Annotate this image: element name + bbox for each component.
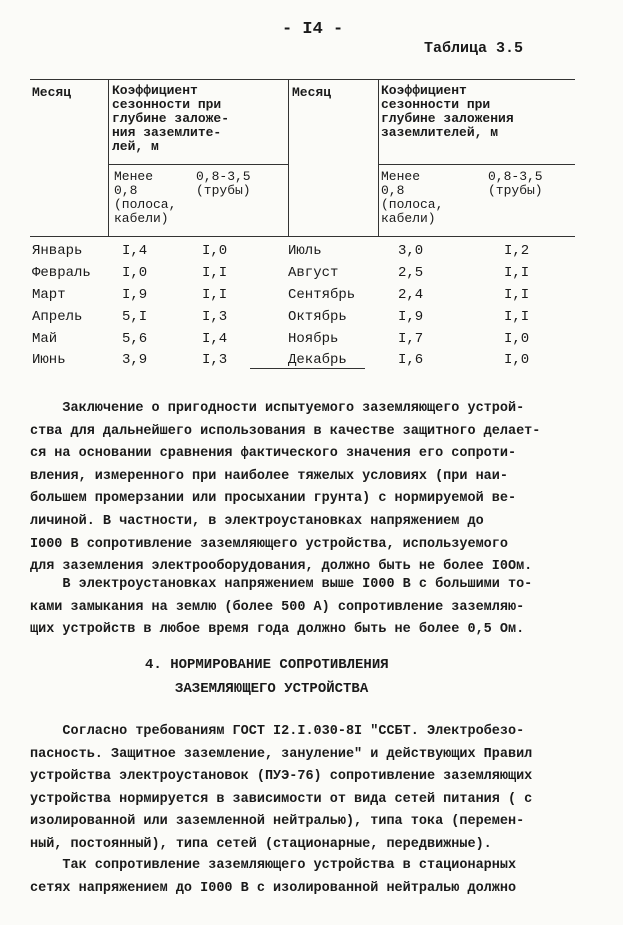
month-right: Август xyxy=(288,265,339,281)
header-month-right: Месяц xyxy=(292,85,332,100)
table-row xyxy=(30,243,575,265)
value-range-right: I,2 xyxy=(504,243,530,259)
value-range-right: I,0 xyxy=(504,352,530,368)
month-right: Сентябрь xyxy=(288,287,356,303)
col-divider-2 xyxy=(288,79,289,236)
value-less-left: 5,I xyxy=(122,309,148,325)
value-range-right: I,I xyxy=(504,287,530,303)
month-left: Апрель xyxy=(32,309,83,325)
subheader-less-right: Менее 0,8 (полоса, кабели) xyxy=(381,169,444,226)
subheader-rule-right xyxy=(378,164,575,165)
value-less-left: 3,9 xyxy=(122,352,148,368)
value-less-left: I,9 xyxy=(122,287,148,303)
table-row xyxy=(30,287,575,309)
header-bottom-rule xyxy=(30,236,575,237)
value-range-left: I,3 xyxy=(202,309,228,325)
paragraph-high-voltage: В электроустановках напряжением выше I000 В с большими то- ками замыкания на землю (более 500 А) сопротивление заземляю- щих устройств в любое время года должно быть не более 0,5 Ом. xyxy=(30,577,533,638)
value-less-right: I,7 xyxy=(398,331,424,347)
table-row xyxy=(30,309,575,331)
month-left: Март xyxy=(32,287,66,303)
subheader-less-left: Менее 0,8 (полоса, кабели) xyxy=(114,169,177,226)
col-divider-3 xyxy=(378,79,379,236)
month-left: Январь xyxy=(32,243,83,259)
col-divider-1 xyxy=(108,79,109,236)
month-right: Декабрь xyxy=(288,352,347,368)
value-range-right: I,I xyxy=(504,309,530,325)
subheader-range-left: 0,8-3,5 (трубы) xyxy=(196,169,251,198)
table-row xyxy=(30,352,575,374)
value-less-left: I,4 xyxy=(122,243,148,259)
month-left: Май xyxy=(32,331,58,347)
month-right: Июль xyxy=(288,243,322,259)
paragraph-conclusion: Заключение о пригодности испытуемого заземляющего устрой- ства для дальнейшего использования в качестве защитного делает- ся на основании сравнения фактического значения его сопроти- вления, измеренного при наиболее тяжелых условиях (при наи- большем промерзании или просыхании грунта) с нормируемой ве- личиной. В частности, в электроустановках напряжением до I000 В сопротивление заземляющего устройства, используемого для заземления электрооборудования, должно быть не более I0Ом. xyxy=(30,401,541,575)
value-less-right: 3,0 xyxy=(398,243,424,259)
subheader-range-right: 0,8-3,5 (трубы) xyxy=(488,169,543,198)
header-coef-left: Коэффициент сезонности при глубине заложе- ния заземлите- лей, м xyxy=(112,83,230,154)
paragraph-gost: Согласно требованиям ГОСТ I2.I.030-8I "ССБТ. Электробезо- пасность. Защитное заземление, зануление" и действующих Правил устройства электроустановок (ПУЭ-76) сопротивление заземляющих устройства нормируется в зависимости от вида сетей питания ( с изолированной или заземленной нейтралью), типа тока (перемен- ный, постоянный), типа сетей (стационарные, передвижные). xyxy=(30,724,533,852)
month-left: Февраль xyxy=(32,265,91,281)
value-less-right: 2,4 xyxy=(398,287,424,303)
header-month-left: Месяц xyxy=(32,85,72,100)
value-range-left: I,0 xyxy=(202,243,228,259)
header-coef-right: Коэффициент сезонности при глубине заложения заземлителей, м xyxy=(381,83,514,140)
table-caption: Таблица 3.5 xyxy=(424,40,524,57)
value-less-left: I,0 xyxy=(122,265,148,281)
table-row xyxy=(30,265,575,287)
value-range-right: I,0 xyxy=(504,331,530,347)
subheader-rule-left xyxy=(108,164,288,165)
value-less-right: I,6 xyxy=(398,352,424,368)
value-less-right: I,9 xyxy=(398,309,424,325)
value-range-left: I,3 xyxy=(202,352,228,368)
month-right: Ноябрь xyxy=(288,331,339,347)
value-range-left: I,I xyxy=(202,287,228,303)
section-title-line-2: ЗАЗЕМЛЯЮЩЕГО УСТРОЙСТВА xyxy=(175,681,369,697)
value-range-left: I,4 xyxy=(202,331,228,347)
paragraph-stationary: Так сопротивление заземляющего устройства в стационарных сетях напряжением до I000 В с изолированной нейтралью должно xyxy=(30,858,517,896)
value-less-left: 5,6 xyxy=(122,331,148,347)
value-range-right: I,I xyxy=(504,265,530,281)
table-row xyxy=(30,331,575,353)
value-less-right: 2,5 xyxy=(398,265,424,281)
month-right: Октябрь xyxy=(288,309,347,325)
page-number: - I4 - xyxy=(282,20,344,39)
section-title-line-1: 4. НОРМИРОВАНИЕ СОПРОТИВЛЕНИЯ xyxy=(145,657,389,673)
value-range-left: I,I xyxy=(202,265,228,281)
table-top-rule xyxy=(30,79,575,80)
month-left: Июнь xyxy=(32,352,66,368)
